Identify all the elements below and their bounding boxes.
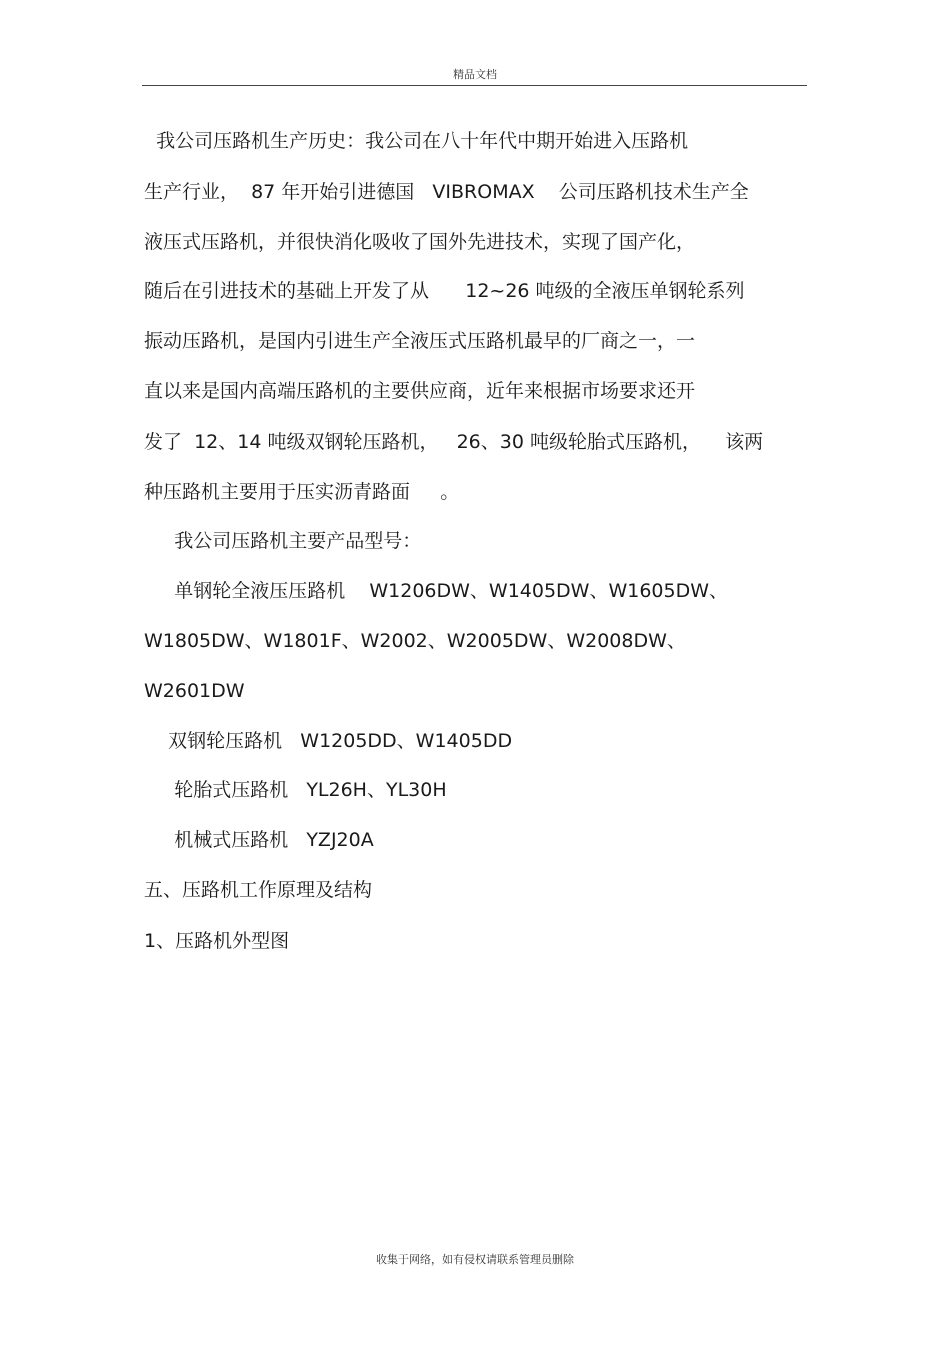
single-drum-models-line-3: W2601DW: [144, 680, 245, 702]
paragraph-line-4: 随后在引进技术的基础上开发了从 12~26 吨级的全液压单钢轮系列: [144, 280, 745, 302]
paragraph-line-1: 我公司压路机生产历史：我公司在八十年代中期开始进入压路机: [144, 130, 689, 152]
header-divider: [142, 85, 807, 86]
paragraph-line-7: 发了 12、14 吨级双钢轮压路机， 26、30 吨级轮胎式压路机， 该两: [144, 431, 764, 453]
paragraph-line-8: 种压路机主要用于压实沥青路面 。: [144, 481, 460, 503]
single-drum-models-line-1: 单钢轮全液压压路机 W1206DW、W1405DW、W1605DW、: [144, 580, 729, 602]
paragraph-line-3: 液压式压路机，并很快消化吸收了国外先进技术，实现了国产化，: [144, 231, 696, 253]
paragraph-line-5: 振动压路机，是国内引进生产全液压式压路机最早的厂商之一，一: [144, 330, 696, 352]
section-heading-5: 五、压路机工作原理及结构: [144, 879, 373, 901]
product-models-heading: 我公司压路机主要产品型号：: [144, 530, 422, 552]
double-drum-models: 双钢轮压路机 W1205DD、W1405DD: [144, 730, 513, 752]
single-drum-models-line-2: W1805DW、W1801F、W2002、W2005DW、W2008DW、: [144, 630, 686, 652]
pneumatic-tire-models: 轮胎式压路机 YL26H、YL30H: [144, 779, 447, 801]
paragraph-line-6: 直以来是国内高端压路机的主要供应商，近年来根据市场要求还开: [144, 380, 696, 402]
mechanical-models: 机械式压路机 YZJ20A: [144, 829, 374, 851]
subsection-heading-1: 1、压路机外型图: [144, 930, 290, 952]
paragraph-line-2: 生产行业， 87 年开始引进德国 VIBROMAX 公司压路机技术生产全: [144, 181, 749, 203]
page-header: 精品文档: [453, 68, 497, 81]
page-footer: 收集于网络，如有侵权请联系管理员删除: [376, 1253, 574, 1266]
